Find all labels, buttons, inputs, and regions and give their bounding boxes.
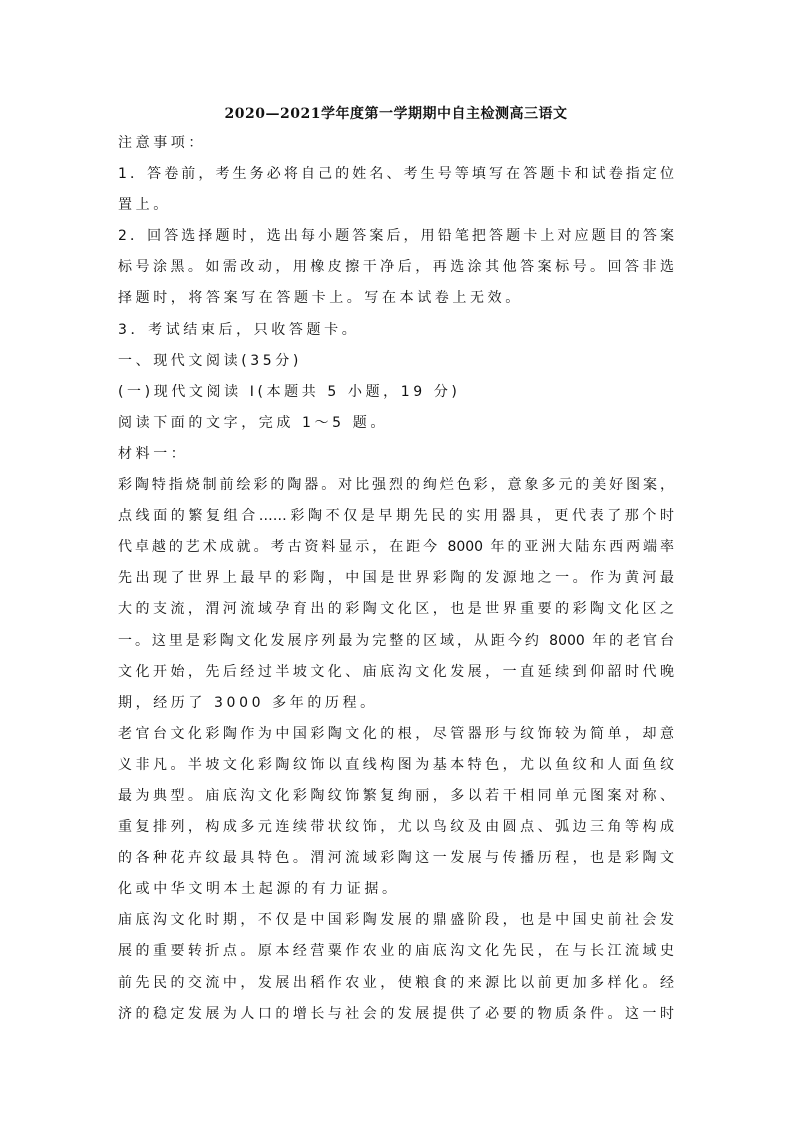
text-line: 义非凡。半坡文化彩陶纹饰以直线构图为基本特色，尤以鱼纹和人面鱼纹 (118, 756, 674, 773)
text-line: 注意事项： (118, 135, 206, 151)
text-line: 彩陶特指烧制前绘彩的陶器。对比强烈的绚烂色彩，意象多元的美好图案， (118, 477, 674, 494)
text-line: 阅读下面的文字，完成 1～5 题。 (118, 414, 388, 431)
text-line: 化或中华文明本土起源的有力证据。 (118, 881, 400, 898)
text-line: 1．答卷前，考生务必将自己的姓名、考生号等填写在答题卡和试卷指定位 (118, 166, 674, 183)
text-line: 2．回答选择题时，选出每小题答案后，用铅笔把答题卡上对应题目的答案 (118, 228, 674, 245)
text-line: 置上。 (118, 197, 171, 214)
text-line: 一。这里是彩陶文化发展序列最为完整的区域，从距今约 8000 年的老官台 (118, 632, 674, 649)
text-line: 点线面的繁复组合……彩陶不仅是早期先民的实用器具，更代表了那个时 (118, 508, 674, 525)
text-line: 济的稳定发展为人口的增长与社会的发展提供了必要的物质条件。这一时 (118, 1005, 674, 1022)
exam-page (118, 100, 674, 1030)
text-line: 标号涂黑。如需改动，用橡皮擦干净后，再选涂其他答案标号。回答非选 (118, 259, 674, 276)
text-line: 材料一： (118, 445, 189, 462)
text-line: 一、现代文阅读(35分) (118, 352, 302, 369)
text-line: (一)现代文阅读 I(本题共 5 小题，19 分) (118, 383, 461, 400)
text-line: 期，经历了 3000 多年的历程。 (118, 694, 378, 711)
text-line: 文化开始，先后经过半坡文化、庙底沟文化发展，一直延续到仰韶时代晚 (118, 663, 674, 680)
text-line: 庙底沟文化时期，不仅是中国彩陶发展的鼎盛阶段，也是中国史前社会发 (118, 912, 674, 929)
text-line: 的各种花卉纹最具特色。渭河流域彩陶这一发展与传播历程，也是彩陶文 (118, 850, 674, 867)
text-line: 前先民的交流中，发展出稻作农业，使粮食的来源比以前更加多样化。经 (118, 974, 674, 991)
text-line: 重复排列，构成多元连续带状纹饰，尤以鸟纹及由圆点、弧边三角等构成 (118, 819, 674, 836)
text-line: 老官台文化彩陶作为中国彩陶文化的根，尽管器形与纹饰较为简单，却意 (118, 725, 674, 742)
text-line: 代卓越的艺术成就。考古资料显示，在距今 8000 年的亚洲大陆东西两端率 (118, 539, 674, 556)
text-line: 先出现了世界上最早的彩陶，中国是世界彩陶的发源地之一。作为黄河最 (118, 570, 674, 587)
text-line: 3．考试结束后，只收答题卡。 (118, 321, 360, 338)
document-body (118, 128, 674, 1030)
text-line: 大的支流，渭河流域孕育出的彩陶文化区，也是世界重要的彩陶文化区之 (118, 601, 674, 618)
text-line: 展的重要转折点。原本经营粟作农业的庙底沟文化先民，在与长江流域史 (118, 943, 674, 960)
text-line: 择题时，将答案写在答题卡上。写在本试卷上无效。 (118, 290, 523, 307)
text-line: 最为典型。庙底沟文化彩陶纹饰繁复绚丽，多以若干相同单元图案对称、 (118, 787, 674, 804)
exam-title: 2020—2021学年度第一学期期中自主检测高三语文 (224, 106, 568, 122)
